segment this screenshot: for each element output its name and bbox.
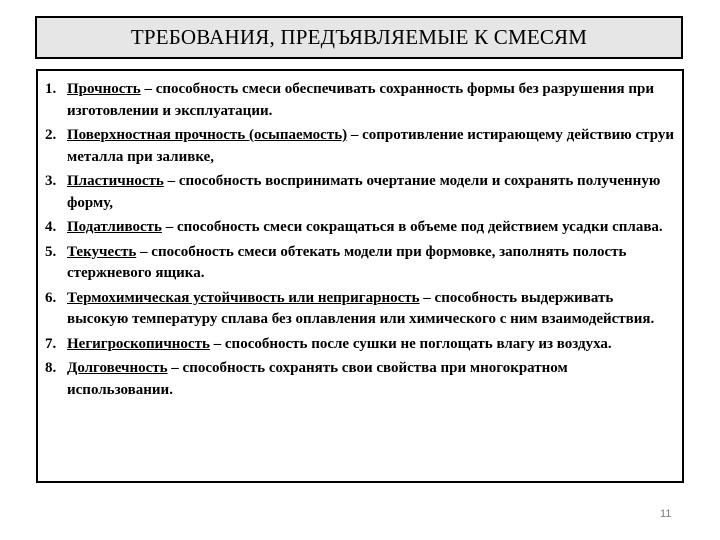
list-item: [45, 79, 676, 122]
item-text: – способность выдерживать высокую температуру сплава без оплавления или химического с ним взаимодействия.: [67, 289, 655, 327]
item-term: Поверхностная прочность (осыпаемость): [67, 127, 348, 143]
item-term: Долговечность: [67, 360, 168, 376]
page-number: 11: [660, 508, 672, 520]
item-text: – способность смеси обеспечивать сохранность формы без разрушения при изготовлении и эксплуатации.: [67, 81, 654, 119]
item-body: [67, 79, 676, 122]
requirements-list: [45, 79, 676, 401]
item-body: [67, 242, 676, 285]
item-text: – способность после сушки не поглощать влагу из воздуха.: [209, 335, 612, 352]
item-number: 2.: [45, 127, 57, 143]
item-number: 7.: [45, 335, 57, 352]
item-body: [67, 217, 676, 239]
item-number: 8.: [45, 360, 57, 376]
list-item: [45, 242, 676, 285]
list-item: [45, 217, 676, 239]
item-number: 5.: [45, 243, 57, 260]
item-text: – способность смеси обтекать модели при формовке, заполнять полость стержневого ящика.: [67, 243, 627, 281]
item-text: – способность сохранять свои свойства при многократном использовании.: [67, 360, 568, 398]
list-item: [45, 334, 676, 356]
list-item: [45, 125, 676, 168]
list-item: [45, 171, 676, 214]
item-term: Негигроскопичность: [67, 335, 210, 352]
item-term: Податливость: [67, 219, 162, 235]
item-text: – способность воспринимать очертание модели и сохранять полученную форму,: [67, 173, 661, 211]
item-text: – способность смеси сокращаться в объеме под действием усадки сплава.: [161, 219, 663, 235]
item-body: [67, 334, 676, 356]
item-number: 4.: [45, 219, 57, 235]
requirements-panel: [36, 69, 684, 483]
item-number: 1.: [45, 81, 57, 97]
item-number: 6.: [45, 289, 57, 306]
slide-title: ТРЕБОВАНИЯ, ПРЕДЪЯВЛЯЕМЫЕ К СМЕСЯМ: [130, 25, 588, 49]
item-term: Термохимическая устойчивость или непригарность: [67, 289, 420, 306]
item-term: Пластичность: [67, 173, 164, 189]
item-number: 3.: [45, 173, 57, 189]
item-body: [67, 125, 676, 168]
item-text: – сопротивление истирающему действию струи металла при заливке,: [67, 127, 675, 165]
item-body: [67, 288, 676, 331]
item-term: Прочность: [67, 81, 141, 97]
list-item: [45, 288, 676, 331]
list-item: [45, 358, 676, 401]
title-banner: [35, 16, 683, 59]
item-body: [67, 171, 676, 214]
item-term: Текучесть: [67, 243, 137, 260]
item-body: [67, 358, 676, 401]
